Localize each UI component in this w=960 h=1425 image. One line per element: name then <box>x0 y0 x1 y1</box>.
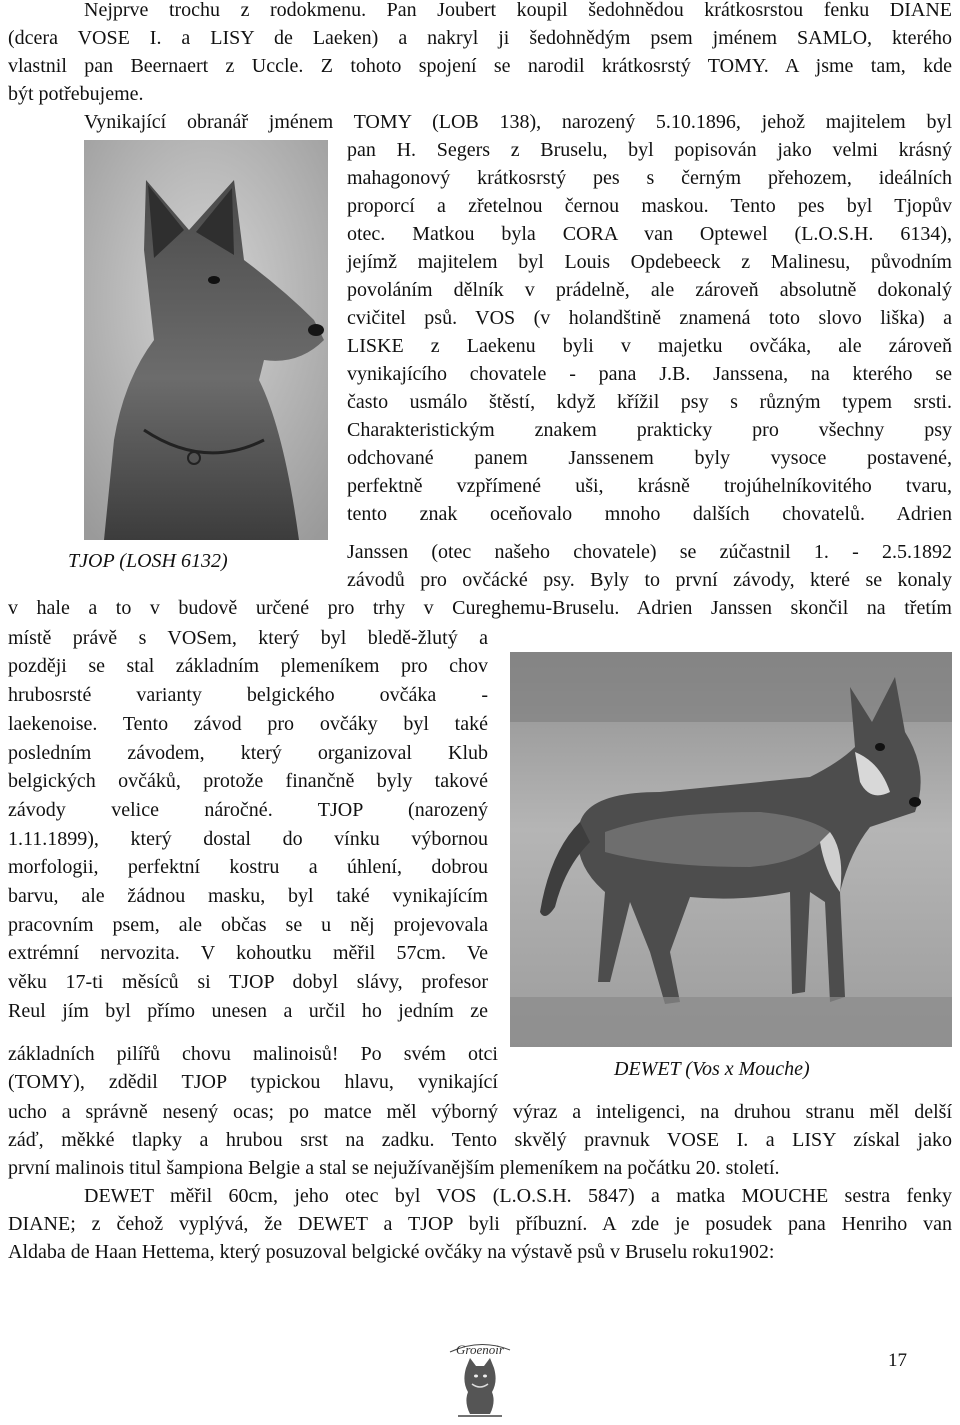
text-line: Nejprve trochu z rodokmenu. Pan Joubert koupil šedohnědou krátkosrstou fenku DIANE <box>84 0 952 21</box>
text-line: jejímž majitelem byl Louis Opdebeeck z Malinesu, původním <box>347 251 952 273</box>
text-line: Aldaba de Haan Hettema, který posuzoval belgické ovčáky na výstavě psů v Bruselu roku1902: <box>8 1241 775 1263</box>
svg-text:Groenoir: Groenoir <box>456 1342 504 1357</box>
text-line: mahagonový krátkosrstý pes s černým přehozem, ideálních <box>347 167 952 189</box>
text-line: morfologii, perfektní kostru a úhlení, dobrou <box>8 856 488 878</box>
text-line: často usmálo štěstí, když křížil psy s různým typem srsti. <box>347 391 952 413</box>
text-line: vlastnil pan Beernaert z Uccle. Z tohoto spojení se narodil krátkosrstý TOMY. A jsme tam, kde <box>8 55 952 77</box>
text-line: DIANE; z čehož vyplývá, že DEWET a TJOP byli příbuzní. A zde je posudek pana Henriho van <box>8 1213 952 1235</box>
text-line: základních pilířů chovu malinoisů! Po svém otci <box>8 1043 498 1065</box>
text-line: pracovním psem, ale občas se u něj projevovala <box>8 914 488 936</box>
text-line: závody velice náročné. TJOP (narozený <box>8 799 488 821</box>
text-line: LISKE z Laekenu byli v majetku ovčáka, ale zároveň <box>347 335 952 357</box>
text-line: otec. Matkou byla CORA van Optewel (L.O.S.H. 6134), <box>347 223 952 245</box>
text-line: proporcí a zřetelnou černou maskou. Tento pes byl Tjopův <box>347 195 952 217</box>
text-line: místě právě s VOSem, který byl bledě-žlutý a <box>8 627 488 649</box>
tjop-photo <box>84 140 328 540</box>
text-line: Charakteristickým znakem prakticky pro všechny psy <box>347 419 952 441</box>
text-line: být potřebujeme. <box>8 83 144 105</box>
text-line: ucho a správně nesený ocas; po matce měl výborný výraz a inteligenci, na druhou stranu měl delší <box>8 1101 952 1123</box>
page-number: 17 <box>888 1350 907 1371</box>
text-line: DEWET měřil 60cm, jeho otec byl VOS (L.O.S.H. 5847) a matka MOUCHE sestra fenky <box>84 1185 952 1207</box>
tjop-caption: TJOP (LOSH 6132) <box>68 550 228 572</box>
text-line: Janssen (otec našeho chovatele) se zúčastnil 1. - 2.5.1892 <box>347 541 952 563</box>
text-line: cvičitel psů. VOS (v holandštině znamená toto slovo liška) a <box>347 307 952 329</box>
text-line: Vynikající obranář jménem TOMY (LOB 138), narozený 5.10.1896, jehož majitelem byl <box>84 111 952 133</box>
text-line: Reul jím byl přímo unesen a určil ho jedním ze <box>8 1000 488 1022</box>
text-line: perfektně vzpřímené uši, krásně trojúhelníkovitého tvaru, <box>347 475 952 497</box>
text-line: povoláním dělník v prádelně, ale zároveň absolutně dokonalý <box>347 279 952 301</box>
text-line: pan H. Segers z Bruselu, byl popisován jako velmi krásný <box>347 139 952 161</box>
text-line: první malinois titul šampiona Belgie a stal se nejužívanějším plemeníkem na počátku 20. století. <box>8 1157 780 1179</box>
text-line: laekenoise. Tento závod pro ovčáky byl také <box>8 713 488 735</box>
text-line: hrubosrsté varianty belgického ovčáka - <box>8 684 488 706</box>
text-line: v hale a to v budově určené pro trhy v Cureghemu-Bruselu. Adrien Janssen skončil na třetím <box>8 597 952 619</box>
text-line: (TOMY), zdědil TJOP typickou hlavu, vynikající <box>8 1071 498 1093</box>
dewet-photo <box>510 652 952 1047</box>
text-line: belgických ovčáků, protože finančně byly takové <box>8 770 488 792</box>
text-line: vynikajícího chovatele - pana J.B. Janssena, na kterého se <box>347 363 952 385</box>
text-line: záď, měkké tlapky a hrubou srst na zadku. Tento skvělý pravnuk VOSE I. a LISY získal jako <box>8 1129 952 1151</box>
groenoir-logo <box>438 1332 522 1420</box>
text-line: barvu, ale žádnou masku, byl také vynikajícím <box>8 885 488 907</box>
text-line: věku 17-ti měsíců si TJOP dobyl slávy, profesor <box>8 971 488 993</box>
text-line: později se stal základním plemeníkem pro chov <box>8 655 488 677</box>
dewet-caption: DEWET (Vos x Mouche) <box>614 1058 810 1080</box>
text-line: závodů pro ovčácké psy. Byly to první závody, které se konaly <box>347 569 952 591</box>
text-line: tento znak oceňovalo mnoho dalších chovatelů. Adrien <box>347 503 952 525</box>
text-line: extrémní nervozita. V kohoutku měřil 57cm. Ve <box>8 942 488 964</box>
text-line: (dcera VOSE I. a LISY de Laeken) a nakryl ji šedohnědým psem jménem SAMLO, kterého <box>8 27 952 49</box>
text-line: odchované panem Janssenem byly vysoce postavené, <box>347 447 952 469</box>
text-line: posledním závodem, který organizoval Klub <box>8 742 488 764</box>
text-line: 1.11.1899), který dostal do vínku výbornou <box>8 828 488 850</box>
